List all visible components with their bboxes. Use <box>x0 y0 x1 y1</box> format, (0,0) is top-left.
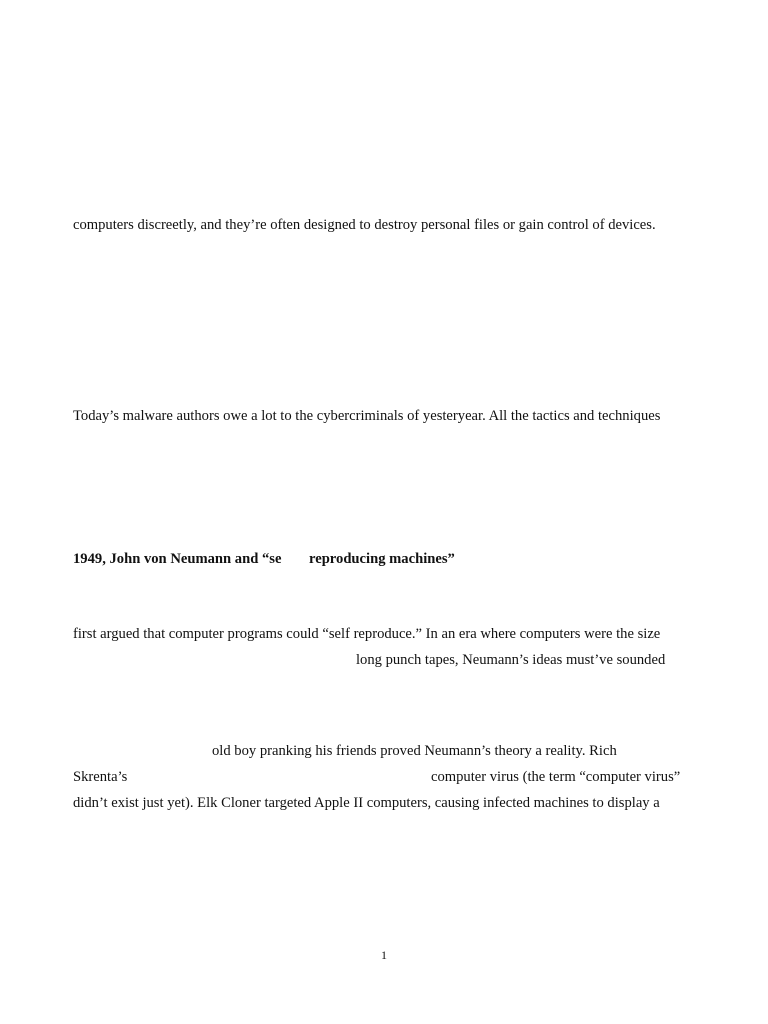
body-text-line: didn’t exist just yet). Elk Cloner targeted Apple II computers, causing infected machines to display a <box>73 795 660 811</box>
body-text-line: Skrenta’s <box>73 769 128 785</box>
body-text-line: long punch tapes, Neumann’s ideas must’ve sounded <box>356 652 666 668</box>
section-heading-part1: 1949, John von Neumann and “se <box>73 551 282 567</box>
section-heading-part2: reproducing machines” <box>309 551 455 567</box>
body-text-line: computer virus (the term “computer virus” <box>431 769 681 785</box>
body-text-line: computers discreetly, and they’re often designed to destroy personal files or gain control of devices. <box>73 217 656 233</box>
body-text-line: old boy pranking his friends proved Neumann’s theory a reality. Rich <box>212 743 617 759</box>
body-text-line: first argued that computer programs could “self reproduce.” In an era where computers were the size <box>73 626 661 642</box>
page-number: 1 <box>381 948 387 962</box>
body-text-line: Today’s malware authors owe a lot to the cybercriminals of yesteryear. All the tactics and techniques <box>73 408 661 424</box>
